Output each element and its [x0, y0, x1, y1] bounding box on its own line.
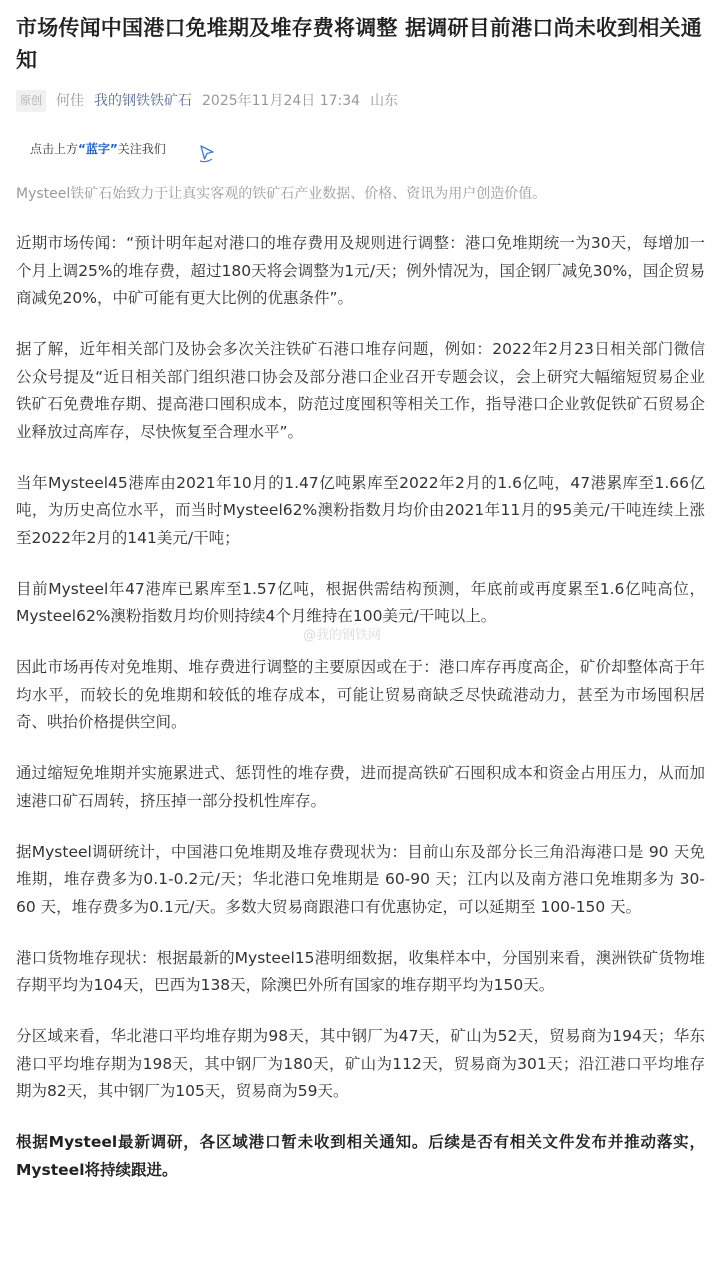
follow-prefix: 点击上方 [30, 142, 79, 156]
article-title: 市场传闻中国港口免堆期及堆存费将调整 据调研目前港口尚未收到相关通知 [16, 16, 702, 72]
publish-date: 2025年11月24日 17:34 [202, 93, 361, 109]
paragraph-5: 因此市场再传对免堆期、堆存费进行调整的主要原因或在于：港口库存再度高企，矿价却整体高于年均水平，而较长的免堆期和较低的堆存成本，可能让贸易商缺乏尽快疏港动力，甚至为市场囤积居奇、哄抬价格提供空间。 [16, 658, 705, 731]
paragraph-3: 当年Mysteel45港库由2021年10月的1.47亿吨累库至2022年2月的1.6亿吨，47港累库至1.66亿吨，为历史高位水平，而当时Mysteel62%澳粉指数月均价由2021年11月的95美元/干吨连续上涨至2022年2月的141美元/干吨； [16, 473, 705, 547]
paragraph-2: 据了解，近年相关部门及协会多次关注铁矿石港口堆存问题，例如：2022年2月23日相关部门微信公众号提及“近日相关部门组织港口协会及部分港口企业召开专题会议，会上研究大幅缩短贸易企业铁矿石免费堆存期、提高港口囤积成本，防范过度囤积等相关工作，指导港口企业敦促铁矿石贸易企业释放过高库存，尽快恢复至合理水平”。 [16, 340, 705, 441]
paragraph-9: 分区域来看，华北港口平均堆存期为98天，其中钢厂为47天，矿山为52天，贸易商为194天；华东港口平均堆存期为198天，其中钢厂为180天，矿山为112天，贸易商为301天；沿江港口平均堆存期为82天，其中钢厂为105天，贸易商为59天。 [16, 1027, 705, 1100]
author-name: 何佳 [56, 93, 84, 109]
paragraph-6: 通过缩短免堆期并实施累进式、惩罚性的堆存费，进而提高铁矿石囤积成本和资金占用压力，从而加速港口矿石周转，挤压掉一部分投机性库存。 [16, 764, 705, 810]
follow-prompt[interactable] [30, 140, 705, 176]
pointer-arrow-icon [198, 144, 216, 164]
paragraph-conclusion: 根据Mysteel最新调研，各区域港口暂未收到相关通知。后续是否有相关文件发布并推动落实，Mysteel将持续跟进。 [16, 1133, 705, 1179]
paragraph-1: 近期市场传闻：“预计明年起对港口的堆存费用及规则进行调整：港口免堆期统一为30天，每增加一个月上调25%的堆存费，超过180天将会调整为1元/天；例外情况为，国企钢厂减免30%，国企贸易商减免20%，中矿可能有更大比例的优惠条件”。 [16, 234, 705, 307]
paragraph-4: 目前Mysteel年47港库已累库至1.57亿吨，根据供需结构预测，年底前或再度累至1.6亿吨高位，Mysteel62%澳粉指数月均价则持续4个月维持在100美元/干吨以上。 [16, 579, 705, 625]
article-meta [16, 90, 705, 112]
account-link[interactable]: 我的钢铁铁矿石 [94, 93, 192, 109]
follow-suffix: 关注我们 [117, 142, 166, 156]
original-badge: 原创 [16, 90, 46, 112]
paragraph-8: 港口货物堆存现状：根据最新的Mysteel15港明细数据，收集样本中，分国别来看，澳洲铁矿货物堆存期平均为104天，巴西为138天，除澳巴外所有国家的堆存期平均为150天。 [16, 948, 705, 994]
watermark: @我的钢铁网 [303, 628, 382, 643]
paragraph-7: 据Mysteel调研统计，中国港口免堆期及堆存费现状为：目前山东及部分长三角沿海港口是 90 天免堆期，堆存费多为0.1-0.2元/天；华北港口免堆期是 60-90 天；江内以及南方港口免堆期多为 30-60 天，堆存费多为0.1元/天。多数大贸易商跟港口有优惠协定，可以延期至 100-150 天。 [16, 842, 705, 916]
intro-text: Mysteel铁矿石始致力于让真实客观的铁矿石产业数据、价格、资讯为用户创造价值。 [16, 186, 547, 202]
follow-highlight: “蓝字” [78, 142, 118, 156]
publish-location: 山东 [370, 93, 399, 109]
